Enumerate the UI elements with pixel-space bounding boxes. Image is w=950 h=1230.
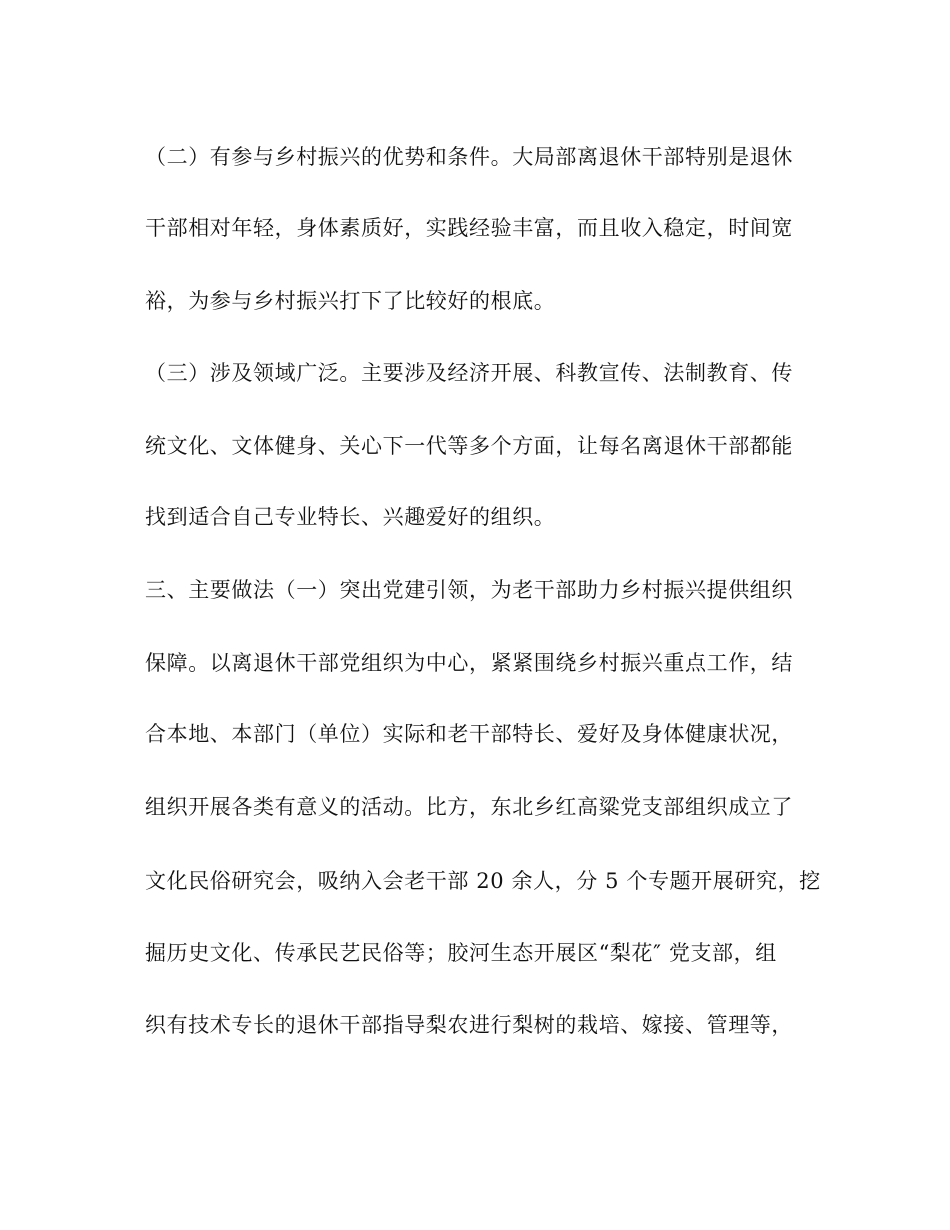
paragraph-line: 文化民俗研究会，吸纳入会老干部 20 余人，分 5 个专题开展研究，挖 [145, 869, 821, 893]
paragraph-line: 合本地、本部门（单位）实际和老干部特长、爱好及身体健康状况， [145, 722, 793, 746]
paragraph-line: 组织开展各类有意义的活动。比方，东北乡红高粱党支部组织成立了 [145, 795, 793, 819]
paragraph-line: 统文化、文体健身、关心下一代等多个方面，让每名离退休干部都能 [145, 434, 793, 458]
paragraph-line: 掘历史文化、传承民艺民俗等；胶河生态开展区“梨花″ 党支部，组 [145, 941, 777, 965]
paragraph-line: （二）有参与乡村振兴的优势和条件。大局部离退休干部特别是退休 [145, 145, 793, 169]
paragraph-line: 织有技术专长的退休干部指导梨农进行梨树的栽培、嫁接、管理等， [145, 1013, 793, 1037]
paragraph-line: 裕，为参与乡村振兴打下了比较好的根底。 [145, 289, 556, 313]
paragraph-line: 找到适合自己专业特长、兴趣爱好的组织。 [145, 505, 556, 529]
paragraph-line: 保障。以离退休干部党组织为中心，紧紧围绕乡村振兴重点工作，结 [145, 651, 793, 675]
paragraph-line: （三）涉及领域广泛。主要涉及经济开展、科教宣传、法制教育、传 [145, 361, 793, 385]
paragraph-line: 三、主要做法（一）突出党建引领，为老干部助力乡村振兴提供组织 [145, 578, 793, 602]
paragraph-line: 干部相对年轻，身体素质好，实践经验丰富，而且收入稳定，时间宽 [145, 216, 793, 240]
